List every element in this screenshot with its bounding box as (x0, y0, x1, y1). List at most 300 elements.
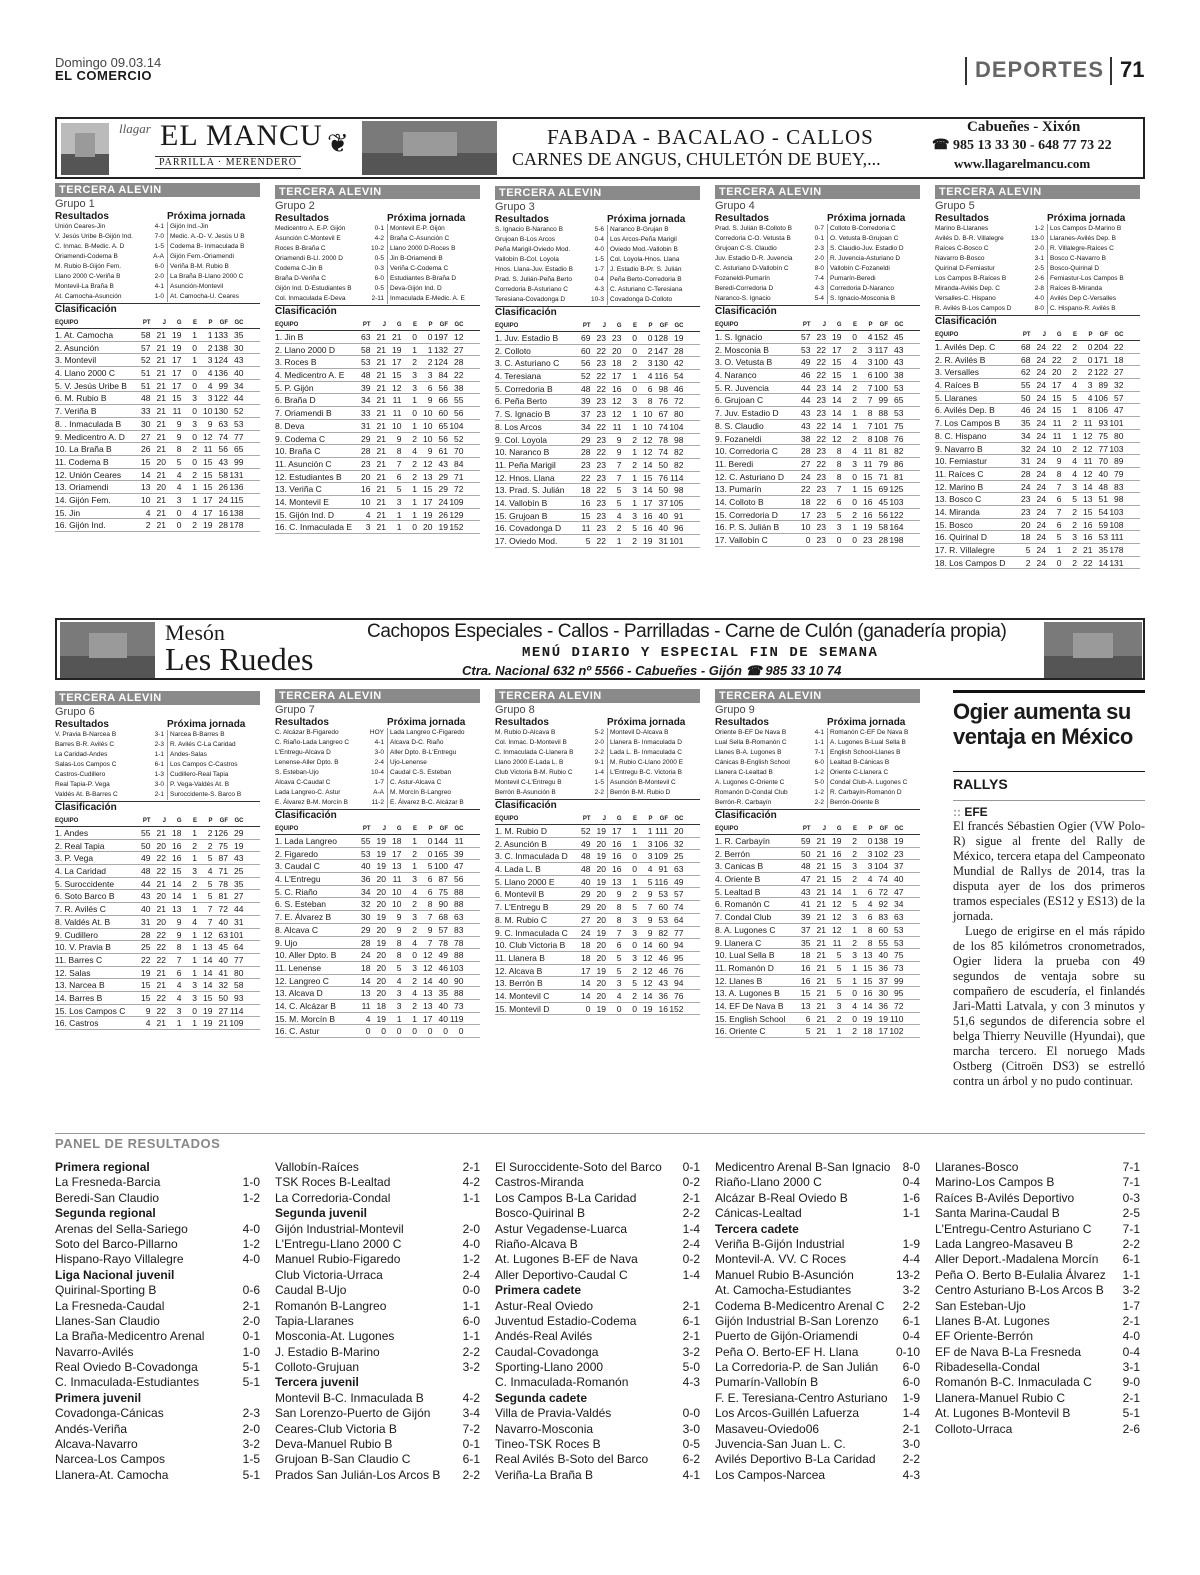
standings-cell: 60 (658, 940, 668, 951)
standings-cell: 46 (658, 965, 668, 976)
team-name: 6. Peña Berto (495, 396, 547, 407)
standings-cell: 10 (1052, 443, 1062, 454)
result-score: 4-3 (682, 1375, 700, 1390)
standings-header (55, 318, 260, 329)
team-name: 3. Caudal C (275, 861, 320, 872)
standings-cell: 72 (674, 396, 684, 407)
team-name: 4. Teresiana (495, 371, 542, 382)
standings-cell: 6 (867, 886, 873, 897)
team-name: 11. Romanón D (715, 962, 774, 973)
standings-cell: 9 (176, 929, 182, 940)
competition-heading (55, 1391, 260, 1406)
standings-cell: 4 (1087, 392, 1093, 403)
standings-row (275, 382, 480, 395)
standings-cell: 0 (647, 333, 653, 343)
standings-cell: 19 (596, 965, 606, 976)
standings-row (715, 471, 920, 484)
result-line (275, 1191, 480, 1206)
standings-cell: 13 (863, 950, 873, 961)
result-match: Andés-Real Avilés (495, 1329, 593, 1344)
result-line (935, 1406, 1140, 1421)
standings-cell: 21 (376, 458, 386, 469)
standings-cell: 53 (894, 382, 904, 393)
standings-cell: 13 (801, 1000, 811, 1011)
standings-cell: 3 (632, 952, 637, 963)
standings-row (275, 975, 480, 988)
match: Oriamendi B-Ll. 2000 D (275, 255, 343, 262)
result-line (55, 1299, 260, 1314)
standings-cell: 8 (396, 937, 402, 948)
standings-cell: 68 (438, 912, 448, 923)
result-match: La Braña-Medicentro Arenal (55, 1329, 205, 1344)
next-match: Lada Langreo C-Figaredo (387, 728, 480, 738)
standings-row (495, 357, 700, 370)
section-label: DEPORTES (965, 57, 1104, 85)
standings-cell: 5 (616, 952, 622, 963)
standings-cell: 22 (156, 853, 166, 864)
match: Avilés D. B-R. Villalegre (935, 235, 1004, 242)
standings-col-header: E (412, 826, 417, 832)
team-name: 9. Codema C (275, 433, 326, 444)
team-name: 1. Juv. Estadio B (495, 333, 559, 343)
result-score: 1-1 (902, 1206, 920, 1221)
standings-cell: 53 (234, 418, 244, 429)
standings-cell: 98 (658, 383, 668, 394)
standings-cell: 40 (438, 1013, 448, 1024)
standings-cell: 19 (863, 1013, 873, 1024)
standings-cell: 75 (1098, 430, 1108, 441)
standings-cell: 178 (1109, 545, 1124, 555)
standings-cell: 37 (878, 975, 888, 986)
standings-header (275, 824, 480, 835)
results-header (495, 717, 700, 728)
score: 4-3 (814, 285, 824, 292)
standings-cell: 5 (427, 861, 433, 872)
match: Salas-Los Campos C (55, 761, 117, 768)
standings-cell: 17 (832, 344, 842, 355)
result-line (55, 1329, 260, 1344)
team-name: 8. C. Hispano (935, 430, 987, 441)
group-section-title: TERCERA ALEVIN (935, 185, 1140, 199)
result-match: Mosconia-At. Lugones (275, 1329, 395, 1344)
match: Real Tapia-P. Vega (55, 781, 110, 788)
result-match: EF Oriente-Berrón (935, 1329, 1034, 1344)
result-match: Grujoan B-San Claudio C (275, 1452, 411, 1467)
standings-cell: 82 (674, 459, 684, 470)
standings-cell: 56 (218, 444, 228, 455)
standings-cell: 15 (1083, 506, 1093, 517)
standings-cell: 53 (1098, 532, 1108, 543)
next-match: Covadonga D-Colloto (607, 295, 700, 305)
standings-cell: 21 (816, 937, 826, 948)
team-name: 6. Montevil B (495, 889, 545, 900)
standings-cell: 2 (632, 459, 637, 470)
standings-cell: 40 (218, 954, 228, 965)
match: Versalles-C. Hispano (935, 295, 996, 302)
team-name: 15. Corredoria D (715, 509, 778, 520)
result-line (935, 1160, 1140, 1175)
standings-header (935, 330, 1140, 341)
standings-cell: 126 (213, 828, 228, 838)
match: Corredoria C-O. Vetusta B (715, 235, 791, 242)
standings-cell: 6 (396, 471, 402, 482)
result-match: Cánicas-Lealtad (715, 1206, 802, 1221)
result-line (55, 1345, 260, 1360)
result-line (275, 1268, 480, 1283)
result-match: Deva-Manuel Rubio B (275, 1437, 393, 1452)
team-name: 9. Navarro B (935, 443, 983, 454)
result-score: 1-4 (682, 1267, 700, 1282)
standings-row (55, 916, 260, 929)
standings-cell: 2 (412, 471, 417, 482)
standings-cell: 88 (454, 950, 464, 961)
standings-cell: 3 (207, 355, 213, 366)
standings-cell: 36 (658, 990, 668, 1001)
standings-row (55, 519, 260, 532)
standings-cell: 28 (361, 446, 371, 457)
standings-cell: 76 (658, 396, 668, 407)
standings-cell: 8 (396, 446, 402, 457)
standings-cell: 7 (867, 420, 873, 431)
standings-cell: 4 (176, 482, 182, 493)
standings-cell: 48 (1098, 481, 1108, 492)
team-name: 16. Castros (55, 1018, 99, 1029)
standings-col-header: GC (674, 323, 684, 329)
standings-label: Clasificación (55, 303, 260, 315)
team-name: 10. Club Victoria B (495, 940, 566, 951)
result-row (495, 758, 700, 768)
standings-cell: 23 (816, 382, 826, 393)
next-match: Deva-Gijón Ind. D (387, 284, 480, 294)
team-name: 15. English School (715, 1013, 786, 1024)
standings-col-header: EQUIPO (715, 322, 739, 328)
standings-cell: 3 (396, 1000, 402, 1011)
standings-cell: 1 (632, 838, 637, 849)
result-row (715, 788, 920, 798)
standings-cell: 21 (156, 406, 166, 417)
result-score: 2-2 (1122, 1236, 1140, 1251)
standings-cell: 1 (396, 522, 402, 533)
result-score: 0-10 (895, 1344, 920, 1359)
standings-cell: 15 (392, 370, 402, 381)
standings-cell: 8 (836, 446, 842, 457)
result-row (495, 748, 700, 758)
standings-cell: 20 (596, 940, 606, 951)
result-match: Covadonga-Cánicas (55, 1406, 164, 1421)
standings-cell: 38 (801, 433, 811, 444)
standings-cell: 4 (867, 332, 873, 342)
standings-cell: 15 (203, 456, 213, 467)
standings-row (495, 446, 700, 459)
standings-cell: 2 (192, 469, 197, 480)
result-match: Primera cadete (495, 1283, 582, 1298)
standings-cell: 1 (396, 509, 402, 520)
standings-cell: 3 (852, 950, 857, 961)
standings-cell: 40 (361, 861, 371, 872)
result-match: Navarro-Avilés (55, 1344, 134, 1359)
standings-cell: 21 (376, 433, 386, 444)
result-match: Romanón B-Langreo (275, 1298, 387, 1313)
standings-cell: 6 (1056, 519, 1062, 530)
group-block (495, 689, 700, 1015)
result-row (275, 738, 480, 748)
standings-cell: 3 (427, 370, 433, 381)
standings-row (935, 493, 1140, 506)
standings-cell: 19 (423, 509, 433, 520)
standings-col-header: E (192, 320, 197, 326)
result-line (275, 1468, 480, 1483)
standings-col-header: E (192, 818, 197, 824)
page-number: 71 (1110, 57, 1144, 85)
standings-cell: 2 (1072, 367, 1077, 378)
standings-cell: 21 (156, 380, 166, 391)
results-label: Resultados (55, 719, 109, 730)
standings-cell: 2 (852, 836, 857, 846)
standings-cell: 21 (156, 980, 166, 991)
standings-cell: 22 (596, 447, 606, 458)
standings-cell: 16 (832, 848, 842, 859)
standings-cell: 98 (1114, 494, 1124, 505)
next-round-label: Próxima jornada (607, 717, 686, 728)
standings-cell: 35 (801, 937, 811, 948)
team-name: 14. Gijón Fem. (55, 494, 111, 505)
standings-cell: 2 (1072, 545, 1077, 555)
standings-row (55, 890, 260, 903)
standings-cell: 48 (581, 383, 591, 394)
score: 0-1 (814, 235, 824, 242)
team-name: 17. Oviedo Mod. (495, 536, 558, 546)
team-name: 13. Veriña C (275, 484, 322, 495)
result-row (275, 798, 480, 808)
team-name: 3. Montevil (55, 355, 97, 366)
standings-cell: 88 (454, 886, 464, 897)
team-name: 6. Grujoan C (715, 395, 764, 406)
standings-cell: 23 (816, 535, 826, 545)
result-line (715, 1375, 920, 1390)
standings-cell: 21 (156, 878, 166, 889)
next-match: Lealtad B-Cánicas B (827, 758, 920, 768)
standings-row (715, 1025, 920, 1038)
standings-cell: 22 (816, 357, 826, 368)
standings-cell: 5 (207, 853, 213, 864)
standings-cell: 15 (203, 469, 213, 480)
standings-row (495, 484, 700, 497)
standings-cell: 11 (863, 458, 873, 469)
result-row (55, 730, 260, 740)
standings-cell: 4 (207, 866, 213, 877)
standings-cell: 21 (816, 975, 826, 986)
standings-header (275, 320, 480, 331)
group-section-title: TERCERA ALEVIN (715, 689, 920, 703)
newspaper-name: EL COMERCIO (55, 68, 152, 83)
standings-col-header: J (822, 826, 826, 832)
standings-cell: 1 (632, 371, 637, 382)
standings-row (715, 924, 920, 937)
standings-cell: 14 (832, 886, 842, 897)
next-round-label: Próxima jornada (1047, 213, 1126, 224)
standings-cell: 9 (176, 418, 182, 429)
next-match: English School-Llanes B (827, 748, 920, 758)
standings-cell: 15 (643, 472, 653, 483)
result-match: Prados San Julián-Los Arcos B (275, 1467, 441, 1482)
standings-cell: 0 (412, 950, 417, 961)
team-name: 11. Asunción C (275, 458, 332, 469)
result-line (55, 1175, 260, 1190)
next-match: C. Asturiano C-Teresiana (607, 285, 700, 295)
match: Oriamendi-Codema B (55, 253, 118, 260)
standings-cell: 43 (801, 420, 811, 431)
team-name: 14. Colloto B (715, 496, 764, 507)
standings-cell: 77 (234, 954, 244, 965)
score: 10-3 (590, 296, 604, 303)
result-line (55, 1283, 260, 1298)
team-name: 7. S. Ignacio B (495, 409, 551, 420)
standings-cell: 16 (612, 383, 622, 394)
standings-cell: 128 (653, 333, 668, 343)
standings-cell: 64 (234, 942, 244, 953)
standings-cell: 20 (376, 874, 386, 885)
ad-restaurant-photo (362, 121, 497, 175)
next-match: Montevil E-P. Gijón (387, 224, 480, 234)
team-name: 4. Lada L. B (495, 864, 541, 875)
standings-cell: 32 (1114, 380, 1124, 391)
standings-row (55, 456, 260, 469)
standings-row (715, 962, 920, 975)
standings-cell: 6 (867, 912, 873, 923)
standings-row (275, 496, 480, 509)
standings-cell: 19 (596, 851, 606, 862)
standings-cell: 22 (156, 942, 166, 953)
standings-row (55, 878, 260, 891)
team-name: 13. A. Lugones B (715, 988, 780, 999)
standings-row (55, 354, 260, 367)
standings-cell: 1 (192, 355, 197, 366)
standings-cell: 23 (596, 523, 606, 534)
standings-col-header: GC (894, 826, 904, 832)
standings-cell: 10 (392, 420, 402, 431)
team-name: 5. Llaranes (935, 392, 978, 403)
standings-cell: 19 (203, 520, 213, 531)
standings-cell: 4 (192, 507, 197, 518)
result-row (715, 758, 920, 768)
standings-cell: 20 (1021, 519, 1031, 530)
match: Hnos. Llana-Juv. Estadio B (495, 266, 573, 273)
standings-cell: 108 (873, 433, 888, 444)
standings-cell: 22 (156, 1005, 166, 1016)
standings-cell: 80 (1114, 430, 1124, 441)
score: 1-7 (594, 266, 604, 273)
result-score: 0-2 (682, 1175, 700, 1190)
standings-cell: 20 (361, 471, 371, 482)
standings-cell: 20 (674, 826, 684, 836)
team-name: 5. Corredoria B (495, 383, 553, 394)
standings-cell: 20 (156, 840, 166, 851)
standings-cell: 19 (438, 522, 448, 533)
team-name: 16. Quirinal D (935, 532, 987, 543)
result-score: 3-1 (1122, 1360, 1140, 1375)
result-line (495, 1406, 700, 1421)
standings-cell: 10 (423, 408, 433, 419)
standings-cell: 24 (1036, 354, 1046, 365)
standings-cell: 15 (581, 510, 591, 521)
standings-cell: 2 (427, 357, 433, 368)
result-score: 3-0 (902, 1437, 920, 1452)
standings-label: Clasificación (275, 305, 480, 317)
score: 2-6 (1034, 275, 1044, 282)
standings-cell: 74 (218, 431, 228, 442)
standings-cell: 75 (218, 840, 228, 851)
standings-cell: 21 (156, 967, 166, 978)
result-row (715, 738, 920, 748)
result-match: Puerto de Gijón-Oriamendi (715, 1329, 858, 1344)
standings-cell: 15 (1052, 392, 1062, 403)
standings-cell: 0 (192, 1005, 197, 1016)
standings-cell: 1 (412, 861, 417, 872)
results-header (715, 213, 920, 224)
team-name: 12. Marino B (935, 481, 984, 492)
standings-cell: 58 (878, 522, 888, 533)
team-name: 11. Lenense (275, 962, 322, 973)
standings-row (935, 544, 1140, 557)
standings-cell: 5 (836, 509, 842, 520)
result-line (715, 1360, 920, 1375)
standings-cell: 3 (632, 914, 637, 925)
result-score: 1-4 (682, 1221, 700, 1236)
standings-cell: 5 (647, 876, 653, 887)
result-row (275, 244, 480, 254)
standings-cell: 55 (141, 828, 151, 838)
standings-cell: 1 (852, 522, 857, 533)
standings-cell: 36 (361, 874, 371, 885)
standings-cell: 63 (894, 912, 904, 923)
standings-cell: 43 (801, 886, 811, 897)
score: 1-3 (154, 771, 164, 778)
standings-row (275, 911, 480, 924)
result-score: 1-2 (462, 1252, 480, 1267)
standings-cell: 21 (156, 444, 166, 455)
standings-cell: 40 (658, 510, 668, 521)
result-row (275, 294, 480, 304)
result-line (275, 1283, 480, 1298)
standings-cell: 0 (852, 988, 857, 999)
result-match: Llanes B-At. Lugones (935, 1313, 1050, 1328)
result-line (715, 1206, 920, 1221)
result-match: Riaño-Llano 2000 C (715, 1175, 822, 1190)
standings-cell: 13 (423, 988, 433, 999)
standings-row (55, 392, 260, 405)
standings-cell: 3 (192, 393, 197, 404)
standings-cell: 14 (203, 967, 213, 978)
standings-cell: 28 (674, 345, 684, 356)
standings-row (715, 873, 920, 886)
standings-cell: 122 (1093, 367, 1108, 378)
ad-logo-name: EL MANCU (160, 119, 323, 152)
standings-cell: 21 (376, 408, 386, 419)
standings-cell: 7 (647, 902, 653, 913)
result-score: 3-2 (1122, 1283, 1140, 1298)
standings-header (495, 814, 700, 825)
standings-cell: 5 (632, 523, 637, 534)
result-row (715, 778, 920, 788)
score: 0-5 (374, 285, 384, 292)
standings-row (495, 952, 700, 965)
standings-cell: 18 (361, 962, 371, 973)
standings-cell: 55 (878, 937, 888, 948)
standings-cell: 4 (647, 371, 653, 382)
standings-cell: 1 (632, 497, 637, 508)
standings-cell: 22 (156, 929, 166, 940)
team-name: 15. Montevil D (495, 1003, 550, 1014)
